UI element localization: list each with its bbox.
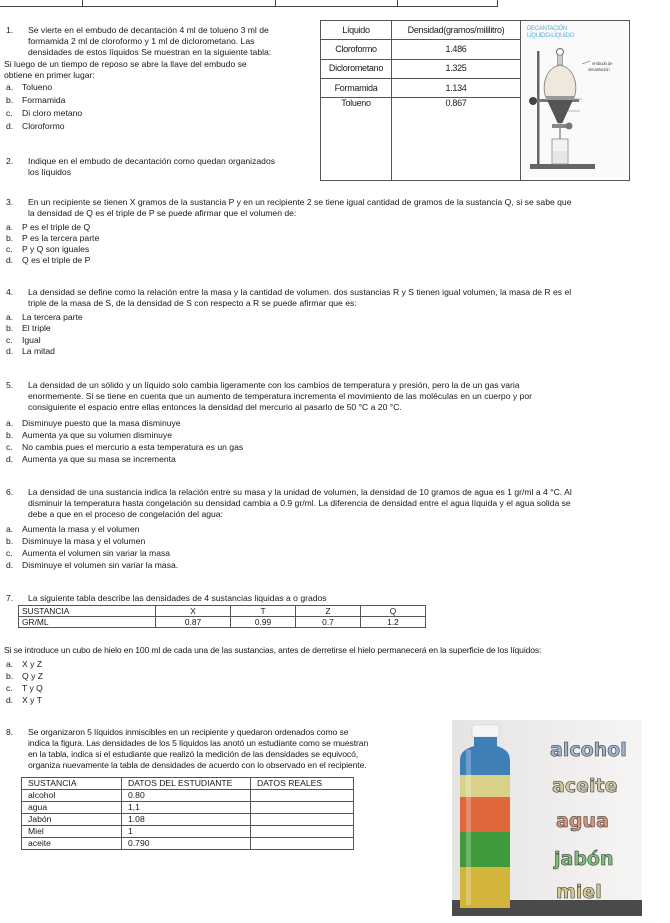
svg-text:decantación: decantación bbox=[588, 67, 610, 72]
question-number: 1. bbox=[6, 25, 14, 35]
question-1 bbox=[6, 25, 326, 58]
table-cell: Cloroformo bbox=[321, 40, 392, 59]
table-divider bbox=[275, 0, 276, 6]
table-header: DATOS DEL ESTUDIANTE bbox=[122, 778, 251, 790]
table-row bbox=[22, 838, 354, 850]
option-text: P es el triple de Q bbox=[22, 222, 91, 232]
option-letter: a. bbox=[6, 418, 14, 428]
option-b bbox=[6, 323, 51, 334]
table-header: SUSTANCIA bbox=[22, 778, 122, 790]
option-c bbox=[6, 335, 41, 346]
followup-line: obtiene en primer lugar: bbox=[4, 70, 95, 80]
followup-line: Si luego de un tiempo de reposo se abre la llave del embudo se bbox=[4, 59, 247, 69]
option-a bbox=[6, 659, 42, 670]
option-letter: a. bbox=[6, 222, 14, 232]
question-text-line: densidades de estos líquidos Se muestran en la siguiente tabla: bbox=[28, 47, 272, 57]
table-cell: Jabón bbox=[22, 814, 122, 826]
decantation-figure bbox=[521, 21, 630, 181]
svg-text:DECANTACIÓN: DECANTACIÓN bbox=[527, 26, 567, 32]
question-6 bbox=[6, 487, 670, 520]
option-letter: a. bbox=[6, 524, 14, 534]
question-text-line: La densidad de una sustancia indica la relación entre su masa y la unidad de volumen, la densidad de 10 gramos de agua es 1 gr/ml a 4 °C. Al bbox=[28, 487, 572, 497]
table-cell: T bbox=[231, 606, 296, 617]
table-row bbox=[19, 606, 426, 617]
option-text: El triple bbox=[22, 323, 51, 333]
option-text: Disminuye puesto que la masa disminuye bbox=[22, 418, 181, 428]
option-a bbox=[6, 82, 52, 93]
option-b bbox=[6, 430, 172, 441]
table-cell: aceite bbox=[22, 838, 122, 850]
real-data-cell[interactable] bbox=[251, 802, 354, 814]
option-b bbox=[6, 233, 99, 244]
question-text-line: organiza nuevamente la tabla de densidades de acuerdo con lo observado en el recipiente. bbox=[28, 760, 367, 770]
option-b bbox=[6, 671, 43, 682]
option-c bbox=[6, 108, 82, 119]
question-text-line: en la tabla, indica si el estudiante que realizó la medición de las densidades se equivocó, bbox=[28, 749, 359, 759]
option-text: Aumenta el volumen sin variar la masa bbox=[22, 548, 171, 558]
question-text-line: consiguiente el espacio entre ellas entonces la densidad del mercurio al pasarlo de 50 °C a 20 °C. bbox=[28, 402, 402, 412]
table-cell: 0.87 bbox=[156, 617, 231, 628]
question-number: 3. bbox=[6, 197, 14, 207]
svg-text:agua: agua bbox=[556, 810, 609, 832]
table-row bbox=[22, 802, 354, 814]
table-cell: 1,1 bbox=[122, 802, 251, 814]
table-cell: 0.7 bbox=[296, 617, 361, 628]
question-text-line: Indique en el embudo de decantación como quedan organizados bbox=[28, 156, 276, 166]
option-a bbox=[6, 312, 83, 323]
question-number: 2. bbox=[6, 156, 14, 166]
question-text-line: los líquidos bbox=[28, 167, 71, 177]
svg-text:aceite: aceite bbox=[552, 775, 618, 797]
question-text-line: Se vierte en el embudo de decantación 4 ml de tolueno 3 ml de bbox=[28, 25, 269, 35]
option-letter: d. bbox=[6, 695, 14, 705]
option-letter: b. bbox=[6, 536, 14, 546]
table-cell: Formamida bbox=[321, 79, 392, 98]
table-cell: Q bbox=[361, 606, 426, 617]
option-a bbox=[6, 524, 140, 535]
option-letter: a. bbox=[6, 82, 14, 92]
option-text: Q y Z bbox=[22, 671, 44, 681]
table-cell: SUSTANCIA bbox=[19, 606, 156, 617]
option-letter: d. bbox=[6, 346, 14, 356]
table-cell: 0.80 bbox=[122, 790, 251, 802]
svg-text:jabón: jabón bbox=[554, 848, 614, 870]
option-d bbox=[6, 121, 65, 132]
option-text: La tercera parte bbox=[22, 312, 83, 322]
bottle-layers-icon bbox=[452, 720, 642, 916]
option-d bbox=[6, 454, 176, 465]
option-letter: d. bbox=[6, 121, 14, 131]
question-text-line: La siguiente tabla describe las densidades de 4 sustancias liquidas a o grados bbox=[28, 593, 327, 603]
option-text: Di cloro metano bbox=[22, 108, 83, 118]
separatory-funnel-icon bbox=[522, 21, 628, 177]
question-8 bbox=[6, 727, 446, 771]
option-d bbox=[6, 560, 178, 571]
question-text-line: la densidad de Q es el triple de P se puede afirmar que el volumen de: bbox=[28, 208, 297, 218]
question-number: 8. bbox=[6, 727, 14, 737]
option-text: Disminuye la masa y el volumen bbox=[22, 536, 146, 546]
option-text: Disminuye el volumen sin variar la masa. bbox=[22, 560, 179, 570]
svg-text:miel: miel bbox=[556, 881, 602, 903]
question-text-line: enormemente. Si se tiene en cuenta que un aumento de temperatura incrementa el movimiento de las moléculas en un cuerpo y por bbox=[28, 391, 532, 401]
question-2 bbox=[6, 156, 336, 178]
table-cell: Z bbox=[296, 606, 361, 617]
question-text-line: La densidad se define como la relación entre la masa y la cantidad de volumen. dos sustancias R y S tienen igual volumen, la masa de R es el bbox=[28, 287, 572, 297]
student-density-table bbox=[21, 777, 354, 850]
table-cell: 1.134 bbox=[392, 79, 521, 98]
table-cell: agua bbox=[22, 802, 122, 814]
option-letter: c. bbox=[6, 108, 13, 118]
table-divider bbox=[397, 0, 398, 6]
table-header: DATOS REALES bbox=[251, 778, 354, 790]
table-cell: 0.790 bbox=[122, 838, 251, 850]
option-letter: b. bbox=[6, 323, 14, 333]
question-text-line: triple de la masa de S, de la densidad de S con respecto a R se puede afirmar que es: bbox=[28, 298, 357, 308]
previous-table-bottom-edge bbox=[0, 0, 498, 7]
option-a bbox=[6, 222, 90, 233]
table-row bbox=[19, 617, 426, 628]
table-header: Densidad(gramos/mililitro) bbox=[392, 21, 521, 40]
option-letter: c. bbox=[6, 548, 13, 558]
svg-text:LÍQUIDO-LÍQUIDO: LÍQUIDO-LÍQUIDO bbox=[527, 33, 574, 39]
question-7-followup: Si se introduce un cubo de hielo en 100 ml de cada una de las sustancias, antes de derretirse el hielo permanecerá en la superficie de los líquidos: bbox=[4, 645, 542, 655]
question-text-line: formamida 2 ml de cloroformo y 1 ml de diclorometano. Las bbox=[28, 36, 255, 46]
table-cell: alcohol bbox=[22, 790, 122, 802]
question-text-line: En un recipiente se tienen X gramos de la sustancia P y en un recipiente 2 se tiene igual cantidad de gramos de la sustancia Q, si se sabe que bbox=[28, 197, 572, 207]
table-cell: 1.08 bbox=[122, 814, 251, 826]
option-letter: c. bbox=[6, 442, 13, 452]
table-cell: 1 bbox=[122, 826, 251, 838]
option-text: T y Q bbox=[22, 683, 43, 693]
real-data-cell[interactable] bbox=[251, 826, 354, 838]
option-letter: b. bbox=[6, 233, 14, 243]
option-a bbox=[6, 418, 181, 429]
option-d bbox=[6, 346, 55, 357]
option-text: Igual bbox=[22, 335, 41, 345]
real-data-cell[interactable] bbox=[251, 838, 354, 850]
table-cell: Miel bbox=[22, 826, 122, 838]
question-number: 4. bbox=[6, 287, 14, 297]
real-data-cell[interactable] bbox=[251, 790, 354, 802]
question-text-line: indica la figura. Las densidades de los 5 líquidos las anotó un estudiante como se muestran bbox=[28, 738, 369, 748]
table-divider bbox=[82, 0, 83, 6]
question-1-followup bbox=[4, 59, 324, 81]
option-letter: a. bbox=[6, 659, 14, 669]
question-number: 7. bbox=[6, 593, 14, 603]
option-c bbox=[6, 683, 43, 694]
layered-liquids-figure bbox=[452, 720, 642, 916]
option-text: X y T bbox=[22, 695, 42, 705]
option-b bbox=[6, 95, 65, 106]
table-cell: 1.486 bbox=[392, 40, 521, 59]
option-text: P es la tercera parte bbox=[22, 233, 100, 243]
question-3 bbox=[6, 197, 670, 219]
table-header-row bbox=[22, 778, 354, 790]
question-5 bbox=[6, 380, 670, 413]
table-cell: 1.2 bbox=[361, 617, 426, 628]
table-header: Líquido bbox=[321, 21, 392, 40]
svg-text:alcohol: alcohol bbox=[550, 739, 627, 761]
question-number: 5. bbox=[6, 380, 14, 390]
option-letter: b. bbox=[6, 95, 14, 105]
option-text: Aumenta ya que su masa se incrementa bbox=[22, 454, 176, 464]
question-4 bbox=[6, 287, 670, 309]
option-b bbox=[6, 536, 145, 547]
table-cell: 0.867 bbox=[392, 98, 521, 181]
option-text: P y Q son iguales bbox=[22, 244, 90, 254]
table-cell: 0.99 bbox=[231, 617, 296, 628]
svg-text:embudo de: embudo de bbox=[592, 61, 613, 66]
option-letter: d. bbox=[6, 560, 14, 570]
option-letter: d. bbox=[6, 454, 14, 464]
option-letter: b. bbox=[6, 671, 14, 681]
density-table bbox=[320, 20, 630, 181]
table-cell: 1.325 bbox=[392, 59, 521, 78]
option-text: Aumenta ya que su volumen disminuye bbox=[22, 430, 172, 440]
option-letter: c. bbox=[6, 335, 13, 345]
option-c bbox=[6, 244, 89, 255]
option-text: Q es el triple de P bbox=[22, 255, 91, 265]
table-row bbox=[22, 826, 354, 838]
option-text: Tolueno bbox=[22, 82, 53, 92]
option-d bbox=[6, 255, 90, 266]
option-c bbox=[6, 548, 170, 559]
question-7 bbox=[6, 593, 670, 604]
question-number: 6. bbox=[6, 487, 14, 497]
option-letter: a. bbox=[6, 312, 14, 322]
option-text: X y Z bbox=[22, 659, 43, 669]
option-text: No cambia pues el mercurio a esta temperatura es un gas bbox=[22, 442, 244, 452]
option-letter: c. bbox=[6, 244, 13, 254]
table-cell: GR/ML bbox=[19, 617, 156, 628]
table-cell: Tolueno bbox=[321, 98, 392, 181]
table-row bbox=[22, 814, 354, 826]
question-text-line: disminuir la temperatura hasta congelación su densidad cambia a 0.9 gr/ml. La diferencia de densidad entre el agua líquida y el agua solida se bbox=[28, 498, 571, 508]
question-text-line: Se organizaron 5 líquidos inmiscibles en un recipiente y quedaron ordenados como se bbox=[28, 727, 349, 737]
substances-density-table bbox=[18, 605, 426, 628]
table-cell: X bbox=[156, 606, 231, 617]
table-row bbox=[22, 790, 354, 802]
table-divider bbox=[497, 0, 498, 6]
option-text: Aumenta la masa y el volumen bbox=[22, 524, 140, 534]
option-text: Cloroformo bbox=[22, 121, 65, 131]
option-letter: b. bbox=[6, 430, 14, 440]
real-data-cell[interactable] bbox=[251, 814, 354, 826]
option-text: Formamida bbox=[22, 95, 66, 105]
question-text-line: debe a que en el proceso de congelación del agua: bbox=[28, 509, 223, 519]
option-text: La mitad bbox=[22, 346, 55, 356]
question-text-line: La densidad de un sólido y un líquido solo cambia ligeramente con los cambios de temperatura y presión, pero la de un gas varia bbox=[28, 380, 520, 390]
table-cell: Diclorometano bbox=[321, 59, 392, 78]
option-c bbox=[6, 442, 243, 453]
option-d bbox=[6, 695, 42, 706]
option-letter: d. bbox=[6, 255, 14, 265]
option-letter: c. bbox=[6, 683, 13, 693]
